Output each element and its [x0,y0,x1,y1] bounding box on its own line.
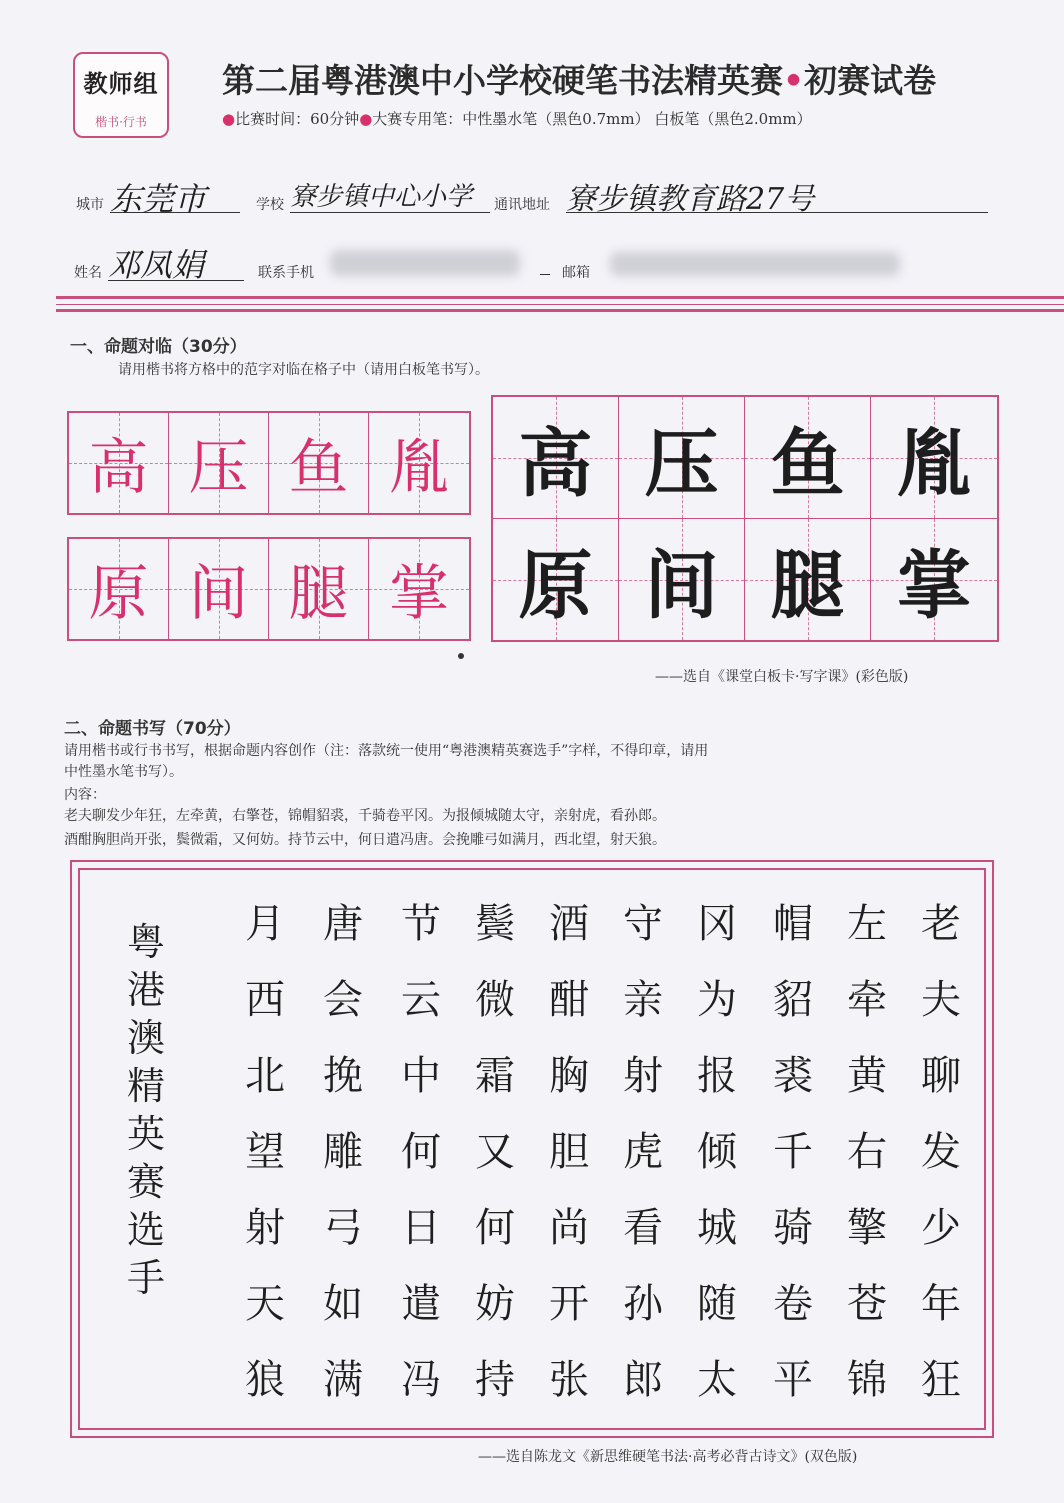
written-char: 挽 [323,1053,363,1099]
written-char: 遣 [401,1281,441,1327]
written-char: 胆 [549,1129,589,1175]
divider-thin [56,304,1064,305]
written-char: 老 [921,901,961,947]
written-char: 帽 [773,901,813,947]
written-char: 开 [549,1281,589,1327]
badge-title: 教师组 [83,70,159,98]
writing-column-8 [386,886,456,1418]
model-char: 腿 [770,542,845,629]
written-char: 虎 [623,1129,663,1175]
school-label: 学校 [256,197,284,213]
model-cell [619,397,745,518]
signature-char: 英 [126,1112,165,1156]
written-char: 冯 [401,1357,441,1403]
email-label: 邮箱 [562,265,590,281]
written-char: 北 [245,1053,285,1099]
writing-column-4 [682,886,752,1418]
written-char: 孙 [623,1281,663,1327]
written-char: 天 [245,1281,285,1327]
city-field[interactable]: 东莞市 [110,174,240,213]
copy-cell[interactable] [69,539,169,639]
written-char: 亲 [623,977,663,1023]
signature-char: 粤 [126,920,165,964]
written-char: 张 [549,1357,589,1403]
written-char: 雕 [323,1129,363,1175]
written-char: 冈 [697,901,737,947]
written-char: 裘 [773,1053,813,1099]
signature-column [121,918,171,1302]
written-char: 苍 [847,1281,887,1327]
copy-char: 高 [88,433,149,503]
written-char: 千 [773,1129,813,1175]
poem-line-2: 酒酣胸胆尚开张，鬓微霜，又何妨。持节云中，何日遣冯唐。会挽雕弓如满月，西北望，射天狼。 [64,832,666,848]
copy-cell[interactable] [269,539,369,639]
model-char: 高 [518,420,593,507]
written-char: 西 [245,977,285,1023]
copy-grid-row2[interactable] [67,537,471,641]
section1-source: ——选自《课堂白板卡·写字课》(彩色版) [655,669,909,685]
written-char: 锦 [847,1357,887,1403]
written-char: 何 [401,1129,441,1175]
written-char: 唐 [323,901,363,947]
copy-cell[interactable] [169,539,269,639]
written-char: 射 [623,1053,663,1099]
title-dot: • [783,61,805,100]
written-char: 霜 [475,1053,515,1099]
written-char: 尚 [549,1205,589,1251]
writing-column-2 [832,886,902,1418]
copy-char: 掌 [389,559,449,629]
badge-subtitle: 楷书·行书 [95,115,147,129]
copy-cell[interactable] [269,413,369,513]
written-char: 郎 [623,1357,663,1403]
model-char: 胤 [897,420,971,507]
written-char: 右 [847,1129,887,1175]
writing-column-7 [460,886,530,1418]
signature-char: 手 [126,1256,165,1300]
written-char: 持 [475,1357,515,1403]
bullet-dot-2: ● [359,110,373,128]
divider-bottom [56,309,1064,312]
written-char: 左 [847,901,887,947]
copy-cell[interactable] [369,539,469,639]
written-char: 报 [697,1053,737,1099]
page-title [222,55,936,102]
writing-column-6 [534,886,604,1418]
written-char: 会 [323,977,363,1023]
copy-char: 压 [188,433,249,503]
poem-line-1: 老夫聊发少年狂，左牵黄，右擎苍，锦帽貂裘，千骑卷平冈。为报倾城随太守，亲射虎，看孙郎。 [64,808,666,824]
phone-label: 联系手机 [258,265,314,281]
written-char: 年 [921,1281,961,1327]
writing-column-1 [906,886,976,1418]
written-char: 酣 [549,977,589,1023]
model-cell [619,519,745,640]
signature-char: 港 [126,968,165,1012]
copy-cell[interactable] [169,413,269,513]
written-char: 倾 [697,1129,737,1175]
writing-column-5 [608,886,678,1418]
written-char: 发 [921,1129,961,1175]
model-char: 鱼 [770,420,845,507]
writing-column-10 [230,886,300,1418]
section2-instruction-1: 请用楷书或行书书写，根据命题内容创作（注：落款统一使用“粤港澳精英赛选手”字样，不得印章，请用 [64,743,709,759]
model-char: 掌 [897,542,971,629]
writing-column-9 [308,886,378,1418]
model-cell [871,397,997,518]
writing-column-3 [758,886,828,1418]
section2-instruction-2: 中性墨水笔书写）。 [64,764,183,780]
model-cell [745,397,871,518]
written-char: 节 [401,901,441,947]
model-grid [491,395,999,642]
signature-char: 选 [126,1208,165,1252]
written-char: 微 [475,977,515,1023]
model-cell [493,519,619,640]
title-main: 第二届粤港澳中小学校硬笔书法精英赛 [222,61,783,100]
model-row-1 [493,397,997,519]
copy-char: 间 [188,559,249,629]
model-char: 压 [644,420,719,507]
city-label: 城市 [76,197,104,213]
model-char: 原 [518,542,593,629]
written-char: 满 [323,1357,363,1403]
phone-underline [540,274,550,275]
copy-char: 原 [88,559,149,629]
model-cell [871,519,997,640]
written-char: 中 [401,1053,441,1099]
written-char: 守 [623,901,663,947]
written-char: 骑 [773,1205,813,1251]
written-char: 少 [921,1205,961,1251]
written-char: 胸 [549,1053,589,1099]
copy-char: 胤 [389,433,449,503]
exam-pens: 大赛专用笔：中性墨水笔（黑色0.7mm） 白板笔（黑色2.0mm） [372,110,812,128]
written-char: 城 [697,1205,737,1251]
ink-speck [458,653,464,659]
written-char: 牵 [847,977,887,1023]
model-char: 间 [644,542,719,629]
title-tail: 初赛试卷 [804,61,937,100]
written-char: 弓 [323,1205,363,1251]
written-char: 擎 [847,1205,887,1251]
school-field[interactable]: 寮步镇中心小学 [290,176,490,213]
model-cell [493,397,619,518]
written-char: 看 [623,1205,663,1251]
bullet-dot-1: ● [222,110,236,128]
written-char: 又 [475,1129,515,1175]
content-label: 内容： [64,787,106,803]
exam-info [222,108,812,129]
address-field[interactable]: 寮步镇教育路27号 [566,174,988,213]
name-label: 姓名 [74,265,102,281]
written-char: 云 [401,977,441,1023]
phone-field-redacted[interactable] [330,250,520,276]
email-field-redacted[interactable] [610,252,900,276]
written-char: 月 [245,901,285,947]
signature-char: 赛 [126,1160,165,1204]
section2-source: ——选自陈龙文《新思维硬笔书法·高考必背古诗文》(双色版) [478,1449,858,1465]
copy-char: 腿 [288,559,349,629]
written-char: 鬓 [475,901,515,947]
written-char: 夫 [921,977,961,1023]
written-char: 聊 [921,1053,961,1099]
written-char: 何 [475,1205,515,1251]
section2-heading: 二、命题书写（70分） [64,719,241,739]
written-char: 平 [773,1357,813,1403]
group-badge [73,52,169,138]
signature-char: 精 [126,1064,165,1108]
section1-instruction: 请用楷书将方格中的范字对临在格子中（请用白板笔书写）。 [118,362,489,378]
written-char: 如 [323,1281,363,1327]
written-char: 貂 [773,977,813,1023]
written-char: 狂 [921,1357,961,1403]
model-row-2 [493,519,997,640]
written-char: 狼 [245,1357,285,1403]
model-cell [745,519,871,640]
copy-char: 鱼 [288,433,349,503]
written-char: 酒 [549,901,589,947]
written-char: 妨 [475,1281,515,1327]
written-char: 望 [245,1129,285,1175]
written-char: 太 [697,1357,737,1403]
written-char: 黄 [847,1053,887,1099]
section1-heading: 一、命题对临（30分） [70,337,247,357]
address-label: 通讯地址 [494,197,550,213]
written-char: 日 [401,1205,441,1251]
signature-char: 澳 [126,1016,165,1060]
copy-cell[interactable] [369,413,469,513]
name-field[interactable]: 邓凤娟 [108,240,244,281]
exam-time: 比赛时间：60分钟 [235,110,360,128]
written-char: 射 [245,1205,285,1251]
copy-cell[interactable] [69,413,169,513]
divider-top [56,296,1064,299]
written-char: 为 [697,977,737,1023]
written-char: 卷 [773,1281,813,1327]
written-char: 随 [697,1281,737,1327]
copy-grid-row1[interactable] [67,411,471,515]
